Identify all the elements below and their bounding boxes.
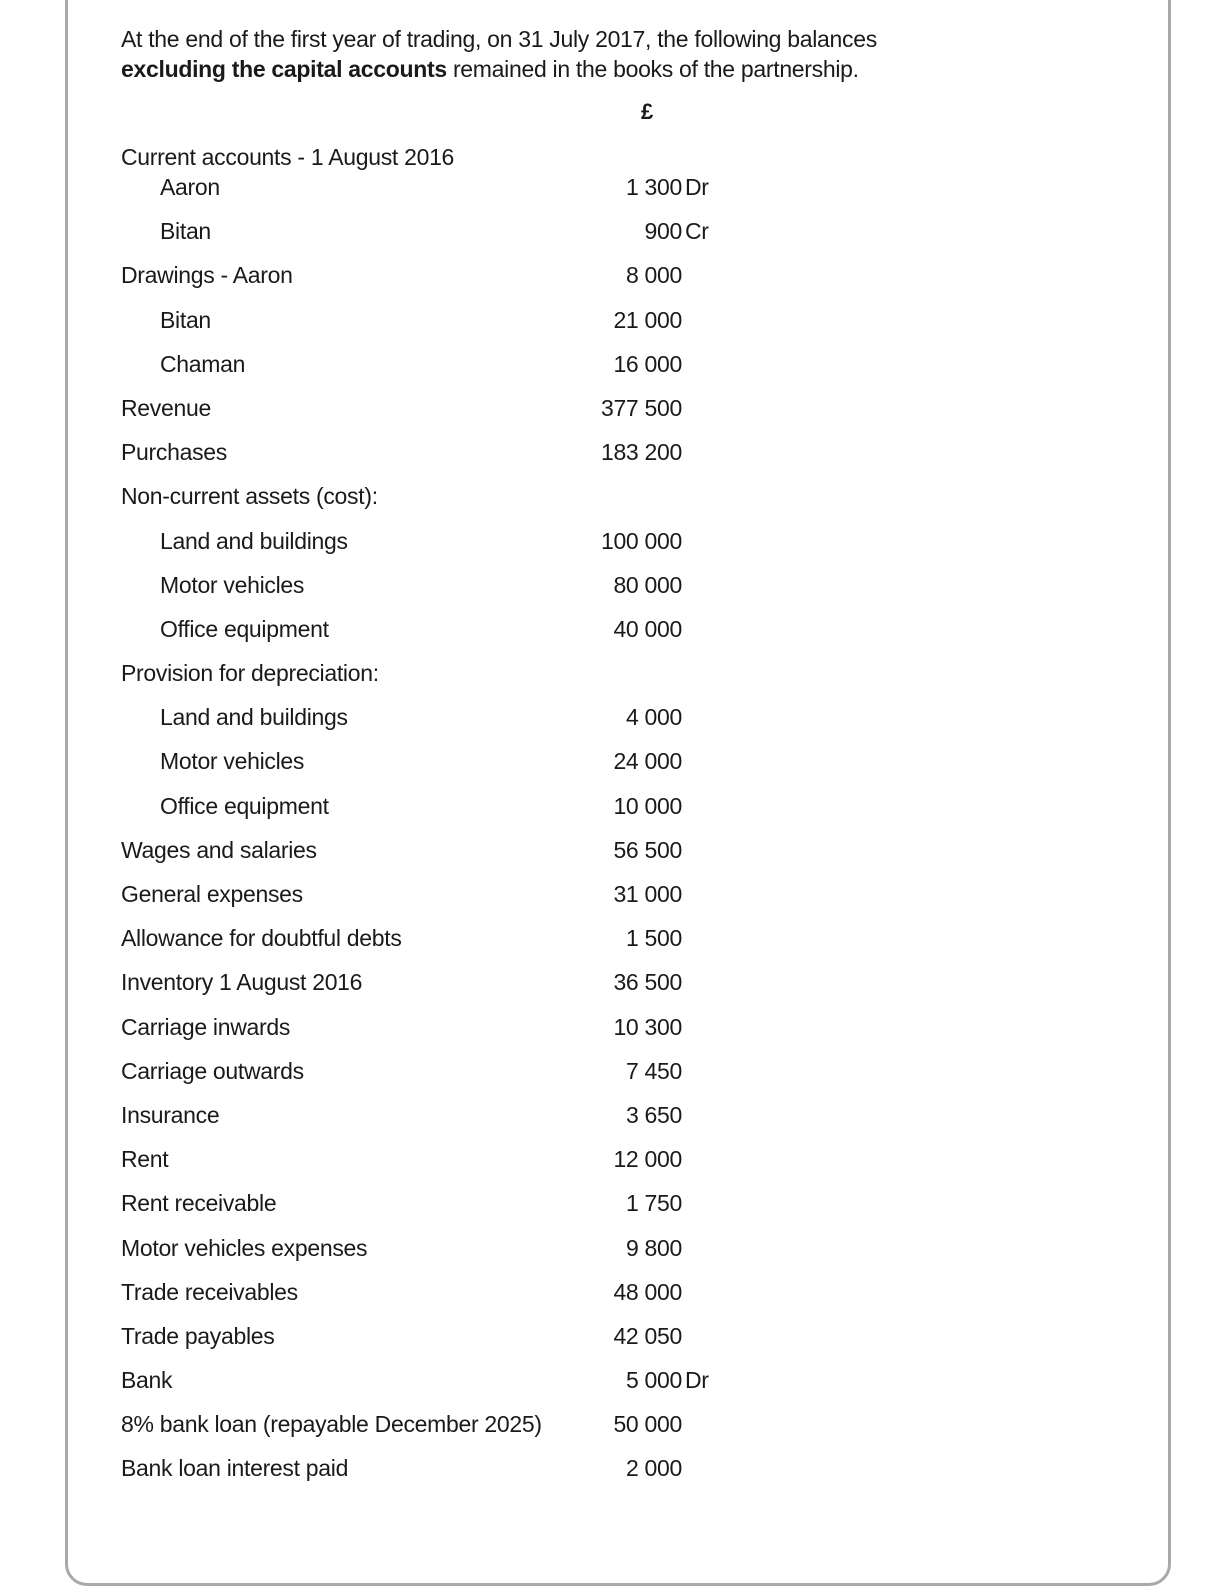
table-row	[0, 1100, 1232, 1144]
row-label: Non-current assets (cost):	[121, 483, 378, 510]
row-amount: 56 500	[613, 836, 682, 863]
row-amount: 1 500	[625, 925, 682, 952]
row-label: Office equipment	[160, 792, 329, 819]
row-label: Inventory 1 August 2016	[121, 969, 363, 996]
table-row	[0, 142, 1232, 172]
row-amount: 16 000	[613, 350, 682, 377]
row-label: Motor vehicles expenses	[121, 1234, 368, 1261]
row-label: Rent receivable	[121, 1190, 277, 1217]
row-label: Trade receivables	[121, 1278, 298, 1305]
table-row	[0, 349, 1232, 393]
table-row	[0, 1233, 1232, 1277]
table-row	[0, 746, 1232, 790]
table-row	[0, 172, 1232, 216]
table-row	[0, 1321, 1232, 1365]
row-amount: 31 000	[613, 881, 682, 907]
intro-rest: remained in the books of the partnership.	[446, 56, 859, 82]
balances-table	[0, 142, 1232, 1498]
row-label: Provision for depreciation:	[121, 660, 379, 687]
row-amount: 8 000	[625, 262, 682, 289]
table-row	[0, 702, 1232, 746]
table-row	[0, 1453, 1232, 1497]
table-row	[0, 216, 1232, 260]
table-row	[0, 1277, 1232, 1321]
row-amount: 50 000	[613, 1411, 682, 1438]
intro-line-1: At the end of the first year of trading, on 31 July 2017, the following balances	[121, 26, 877, 52]
row-amount: 10 300	[613, 1013, 682, 1040]
row-label: Bank	[121, 1367, 173, 1394]
intro-paragraph	[121, 24, 877, 84]
row-label: General expenses	[121, 881, 303, 907]
row-amount: 36 500	[613, 969, 682, 996]
row-amount: 40 000	[613, 615, 682, 642]
table-row	[0, 1365, 1232, 1409]
row-label: Bitan	[160, 306, 211, 333]
table-row	[0, 393, 1232, 437]
row-amount: 100 000	[600, 527, 682, 554]
row-amount: 42 050	[613, 1322, 682, 1349]
row-amount: 1 300	[625, 174, 682, 200]
row-amount: 21 000	[613, 306, 682, 333]
table-row	[0, 481, 1232, 525]
row-amount: 80 000	[613, 571, 682, 598]
table-row	[0, 967, 1232, 1011]
row-amount: 2 000	[625, 1455, 682, 1482]
intro-bold-text: excluding the capital accounts	[121, 56, 447, 82]
row-amount: 48 000	[613, 1278, 682, 1305]
table-row	[0, 260, 1232, 304]
row-dr-cr: Dr	[685, 174, 709, 200]
row-amount: 9 800	[625, 1234, 682, 1261]
table-row	[0, 879, 1232, 923]
table-row	[0, 658, 1232, 702]
row-label: Drawings - Aaron	[121, 262, 293, 289]
row-label: Motor vehicles	[160, 748, 305, 775]
row-amount: 10 000	[613, 792, 682, 819]
row-label: Bank loan interest paid	[121, 1455, 349, 1482]
table-row	[0, 1012, 1232, 1056]
table-row	[0, 570, 1232, 614]
row-label: Land and buildings	[160, 704, 348, 731]
table-row	[0, 1056, 1232, 1100]
row-label: Rent	[121, 1146, 169, 1173]
row-label: Purchases	[121, 439, 227, 466]
row-dr-cr: Dr	[685, 1367, 709, 1394]
row-amount: 900	[644, 218, 682, 245]
row-amount: 5 000	[625, 1367, 682, 1394]
table-row	[0, 791, 1232, 835]
table-row	[0, 923, 1232, 967]
row-label: Bitan	[160, 218, 211, 245]
row-label: Carriage inwards	[121, 1013, 291, 1040]
row-amount: 377 500	[600, 394, 682, 421]
row-amount: 12 000	[613, 1146, 682, 1173]
table-row	[0, 1409, 1232, 1453]
table-row	[0, 437, 1232, 481]
row-label: Wages and salaries	[121, 836, 317, 863]
table-row	[0, 1188, 1232, 1232]
table-row	[0, 526, 1232, 570]
table-row	[0, 1144, 1232, 1188]
table-row	[0, 614, 1232, 658]
row-label: Office equipment	[160, 615, 329, 642]
row-amount: 1 750	[625, 1190, 682, 1217]
currency-header: £	[641, 99, 654, 124]
row-label: Carriage outwards	[121, 1057, 304, 1084]
row-dr-cr: Cr	[685, 218, 709, 245]
table-row	[0, 835, 1232, 879]
row-amount: 24 000	[613, 748, 682, 775]
row-label: Chaman	[160, 350, 246, 377]
row-label: Allowance for doubtful debts	[121, 925, 402, 952]
row-amount: 183 200	[600, 439, 682, 466]
row-amount: 3 650	[625, 1101, 682, 1128]
row-amount: 7 450	[625, 1057, 682, 1084]
row-label: Aaron	[160, 174, 220, 200]
row-amount: 4 000	[625, 704, 682, 731]
row-label: Motor vehicles	[160, 571, 305, 598]
row-label: Trade payables	[121, 1322, 275, 1349]
row-label: Current accounts - 1 August 2016	[121, 144, 455, 170]
row-label: Revenue	[121, 394, 211, 421]
row-label: Insurance	[121, 1101, 220, 1128]
row-label: Land and buildings	[160, 527, 348, 554]
table-row	[0, 305, 1232, 349]
row-label: 8% bank loan (repayable December 2025)	[121, 1411, 542, 1438]
